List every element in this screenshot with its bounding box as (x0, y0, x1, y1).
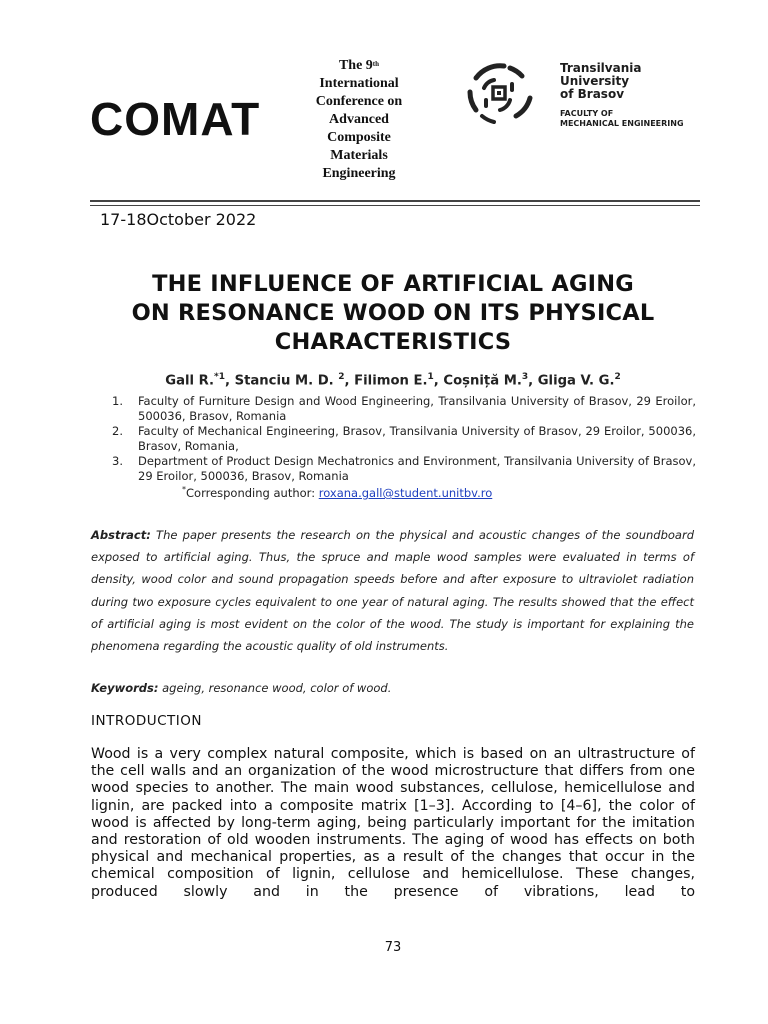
author-affiliation-sup: 2 (614, 372, 621, 382)
conference-title (296, 57, 422, 183)
affiliation-number: 2. (112, 424, 123, 438)
university-name-line-2: University (560, 74, 630, 88)
abstract-text: The paper presents the research on the physical and acoustic changes of the soundboard exposed to artificial aging. Thus, the spruce and maple wood samples were evaluated in terms of density, wood color and sound propagation speeds before and after exposure to ultraviolet radiation during two exposure cycles equivalent to one year of natural aging. The results showed that the effect of artificial aging is most evident on the color of the wood. The study is important for explaining the phenomena regarding the acoustic quality of old instruments. (91, 528, 694, 654)
university-name-line-1: Transilvania (560, 61, 642, 75)
university-name-line-3: of Brasov (560, 87, 625, 101)
author-affiliation-sup: 1 (427, 372, 434, 382)
author-name: Gliga V. G. (537, 373, 615, 389)
paper-title (80, 270, 706, 357)
affiliation-item (112, 454, 696, 484)
keywords-label: Keywords: (91, 681, 159, 695)
conference-line-6: Materials (330, 148, 388, 163)
title-line-3: CHARACTERISTICS (274, 329, 512, 355)
affiliation-text: Department of Product Design Mechatronics and Environment, Transilvania University of Brasov, 29 Eroilor, 500036, Brasov, Romania (138, 454, 696, 483)
affiliation-text: Faculty of Mechanical Engineering, Brasov, Transilvania University of Brasov, 29 Eroilor, 500036, Brasov, Romania, (138, 424, 696, 453)
author-affiliation-sup: 2 (338, 372, 345, 382)
conference-date: 17-18October 2022 (100, 210, 257, 229)
affiliation-number: 1. (112, 394, 123, 408)
keywords-text: ageing, resonance wood, color of wood. (158, 681, 392, 695)
corresponding-asterisk: * (182, 485, 186, 494)
conference-ordinal-sup: th (372, 60, 380, 68)
abstract (91, 524, 694, 657)
corresponding-label: Corresponding author: (186, 485, 319, 500)
corresponding-author (182, 485, 492, 500)
author-affiliation-sup: *1 (214, 372, 225, 382)
abstract-label: Abstract: (91, 528, 151, 542)
conference-line-7: Engineering (322, 166, 396, 181)
affiliation-list (112, 394, 696, 484)
author-name: Stanciu M. D. (234, 373, 339, 389)
conference-line-3: Conference on (315, 94, 403, 109)
keywords (91, 681, 694, 695)
page-number: 73 (384, 940, 402, 955)
conference-line-4: Advanced (329, 112, 389, 127)
affiliation-item (112, 424, 696, 454)
university-logo-icon (460, 58, 540, 130)
faculty-name-line-2: MECHANICAL ENGINEERING (560, 119, 684, 128)
title-line-1: THE INFLUENCE OF ARTIFICIAL AGING (152, 271, 634, 297)
faculty-name (560, 109, 684, 129)
corresponding-email-link[interactable]: roxana.gall@student.unitbv.ro (318, 485, 493, 500)
affiliation-number: 3. (112, 454, 123, 468)
author-list: Gall R.$^{*1}$, Stanciu M. D. $^2$, Filimon E.$^1$, Coșniță M.$^3$, Gliga V. G.$^2$ (165, 372, 621, 389)
author-affiliation-sup: 3 (521, 372, 529, 382)
author-name: Coșniță M. (443, 373, 522, 389)
affiliation-item (112, 394, 696, 424)
conference-line-2: International (319, 76, 399, 91)
header-rule-thin (90, 205, 700, 206)
header-rule-thick (90, 200, 700, 202)
conference-acronym: COMAT (90, 93, 261, 145)
title-line-2: ON RESONANCE WOOD ON ITS PHYSICAL (131, 300, 655, 326)
introduction-paragraph: Wood is a very complex natural composite, which is based on an ultrastructure of the cell walls and an organization of the wood microstructure that differs from one wood species to another. The main wood substances, cellulose, hemicellulose and lignin, are packed into a composite matrix [1–3]. According to [4–6], the color of wood is affected by long-term aging, being particularly important for the imitation and restoration of old wooden instruments. The aging of wood has effects on both physical and mechanical properties, as a result of the changes that occur in the chemical composition of lignin, cellulose and hemicellulose. These changes, produced slowly and in the presence of vibrations, lead to (91, 746, 695, 900)
section-heading-introduction: INTRODUCTION (91, 713, 202, 729)
author-name: Filimon E. (354, 373, 428, 389)
university-name (560, 62, 641, 101)
affiliation-text: Faculty of Furniture Design and Wood Engineering, Transilvania University of Brasov, 29 Eroilor, 500036, Brasov, Romania (138, 394, 696, 423)
conference-line-1: The 9 (338, 58, 373, 73)
author-name: Gall R. (165, 373, 215, 389)
conference-line-5: Composite (327, 130, 391, 145)
faculty-name-line-1: FACULTY OF (560, 109, 614, 118)
